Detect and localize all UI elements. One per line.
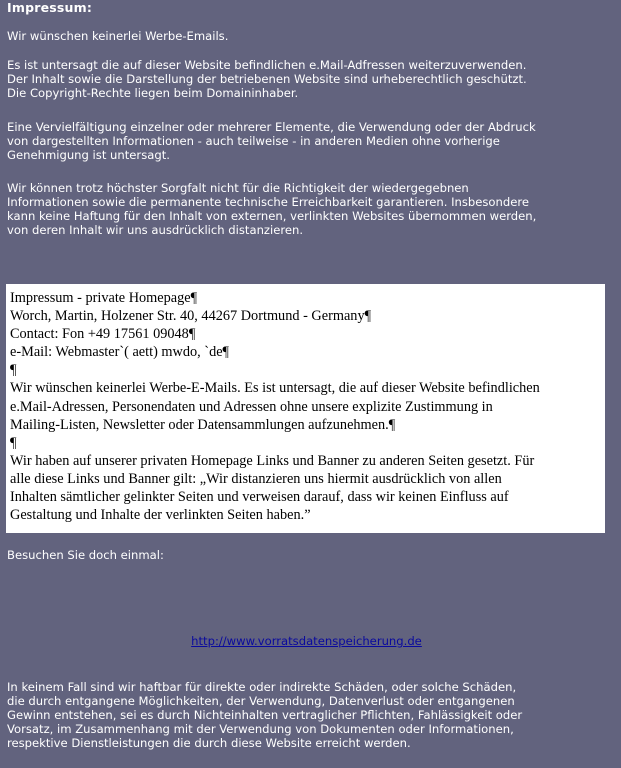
- external-link[interactable]: http://www.vorratsdatenspeicherung.de: [191, 634, 422, 648]
- visit-label: Besuchen Sie doch einmal:: [7, 548, 164, 562]
- copyright-paragraph: Es ist untersagt die auf dieser Website befindlichen e.Mail-Adfressen weiterzuverwenden. Der Inhalt sowie die Darstellung der betriebenen Website sind urheberechtlich geschützt. Die Copyright-Rechte liegen beim Domaininhaber.: [7, 58, 527, 100]
- page-title: Impressum:: [7, 0, 93, 15]
- impressum-box: Impressum - private Homepage¶ Worch, Martin, Holzener Str. 40, 44267 Dortmund - Germany¶ Contact: Fon +49 17561 09048¶ e-Mail: Webmaster`( aett) mwdo, `de¶ ¶ Wir wünschen keinerlei Werbe-E-Mails. Es ist untersagt, die auf dieser Website befindlichen e.Mail-Adressen, Personendaten und Adressen ohne unsere explizite Zustimmung in Mailing-Listen, Newsletter oder Datensammlungen aufzunehmen.¶ ¶ Wir haben auf unserer privaten Homepage Links und Banner zu anderen Seiten gesetzt. Für alle diese Links und Banner gilt: „Wir distanzieren uns hiermit ausdrücklich von allen Inhalten sämtlicher gelinkter Seiten und verweisen darauf, dass wir keinen Einfluss auf Gestaltung und Inhalte der verlinkten Seiten haben.”: [6, 284, 605, 533]
- disclaimer-paragraph: In keinem Fall sind wir haftbar für direkte oder indirekte Schäden, oder solche Schäden, die durch entgangene Möglichkeiten, der Verwendung, Datenverlust oder entgangenen Gewinn entstehen, sei es durch Nichteinhalten vertraglicher Pflichten, Fahlässigkeit oder Vorsatz, im Zusammenhang mit der Verwendung von Dokumenten oder Informationen, respektive Dienstleistungen die durch diese Website erreicht werden.: [7, 680, 523, 750]
- liability-paragraph: Wir können trotz höchster Sorgfalt nicht für die Richtigkeit der wiedergegebnen Informationen sowie die permanente technische Erreichbarkeit garantieren. Insbesondere kann keine Haftung für den Inhalt von externen, verlinkten Websites übernommen werden, von deren Inhalt wir uns ausdrücklich distanzieren.: [7, 181, 537, 237]
- reproduction-paragraph: Eine Vervielfältigung einzelner oder mehrerer Elemente, die Verwendung oder der Abdruck von dargestellten Informationen - auch teilweise - in anderen Medien ohne vorherige Genehmigung ist untersagt.: [7, 120, 536, 162]
- no-ads-paragraph: Wir wünschen keinerlei Werbe-Emails.: [7, 29, 229, 43]
